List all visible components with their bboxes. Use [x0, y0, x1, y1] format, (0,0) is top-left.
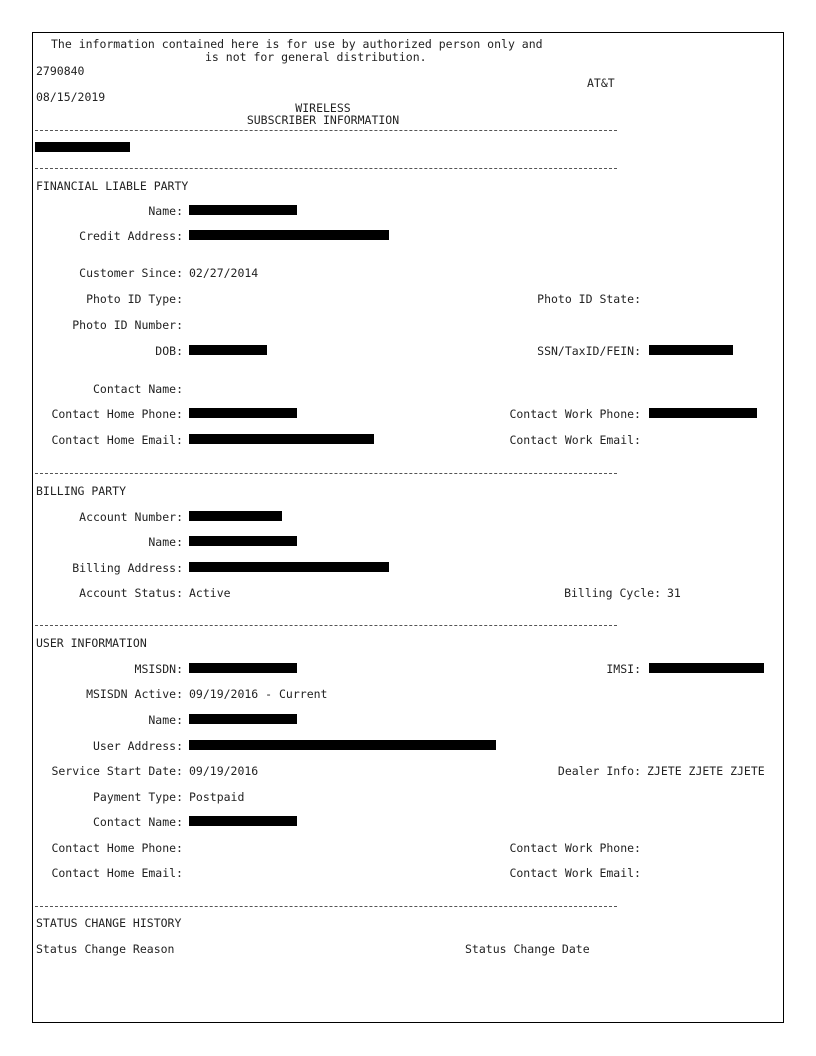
status-change-reason-header: Status Change Reason — [36, 942, 175, 956]
account-number-label: Account Number: — [79, 510, 183, 524]
service-start-label: Service Start Date: — [51, 764, 183, 778]
photo-id-state-label: Photo ID State: — [537, 292, 641, 306]
ssn-label: SSN/TaxID/FEIN: — [537, 344, 641, 358]
redacted-imsi — [649, 663, 764, 673]
doc-number: 2790840 — [36, 64, 85, 78]
section-user-title: USER INFORMATION — [36, 636, 147, 650]
financial-contact-home-phone-label: Contact Home Phone: — [51, 407, 183, 421]
user-contact-home-email-label: Contact Home Email: — [51, 866, 183, 880]
document-date: 08/15/2019 — [36, 90, 106, 104]
credit-address-label: Credit Address: — [79, 229, 183, 243]
redacted-block — [35, 142, 130, 152]
billing-cycle-label: Billing Cycle: — [564, 586, 661, 600]
photo-id-type-label: Photo ID Type: — [86, 292, 183, 306]
financial-contact-work-phone-label: Contact Work Phone: — [509, 407, 641, 421]
user-address-label: User Address: — [92, 739, 183, 753]
payment-type-value: Postpaid — [189, 790, 245, 804]
redacted-credit-address — [189, 230, 389, 240]
document-page — [32, 32, 784, 1023]
payment-type-label: Payment Type: — [92, 790, 183, 804]
title-line-2: SUBSCRIBER INFORMATION — [246, 113, 400, 127]
user-contact-work-phone-label: Contact Work Phone: — [509, 841, 641, 855]
redacted-billing-address — [189, 562, 389, 572]
billing-address-label: Billing Address: — [72, 561, 183, 575]
dealer-info-value: ZJETE ZJETE ZJETE — [647, 764, 765, 778]
redacted-user-name — [189, 714, 297, 724]
redacted-ssn — [649, 345, 733, 355]
msisdn-active-value: 09/19/2016 - Current — [189, 687, 328, 701]
user-contact-home-phone-label: Contact Home Phone: — [51, 841, 183, 855]
user-name-label: Name: — [148, 713, 183, 727]
notice-line-1: The information contained here is for use by authorized person only and — [51, 37, 543, 51]
redacted-account-number — [189, 511, 282, 521]
redacted-financial-home-phone — [189, 408, 297, 418]
financial-contact-work-email-label: Contact Work Email: — [509, 433, 641, 447]
financial-name-label: Name: — [148, 204, 183, 218]
divider — [35, 625, 617, 626]
photo-id-number-label: Photo ID Number: — [72, 318, 183, 332]
redacted-financial-name — [189, 205, 297, 215]
financial-contact-name-label: Contact Name: — [92, 382, 183, 396]
notice-line-2: is not for general distribution. — [205, 50, 427, 64]
redacted-msisdn — [189, 663, 297, 673]
msisdn-label: MSISDN: — [134, 662, 183, 676]
carrier-name: AT&T — [587, 76, 615, 90]
billing-cycle-value: 31 — [667, 586, 681, 600]
divider — [35, 168, 617, 169]
service-start-value: 09/19/2016 — [189, 764, 259, 778]
divider — [35, 473, 617, 474]
customer-since-value: 02/27/2014 — [189, 266, 259, 280]
divider — [35, 130, 617, 131]
divider — [35, 906, 617, 907]
section-status-history-title: STATUS CHANGE HISTORY — [36, 916, 182, 930]
redacted-financial-work-phone — [649, 408, 757, 418]
redacted-user-contact-name — [189, 816, 297, 826]
account-status-value: Active — [189, 586, 231, 600]
redacted-financial-home-email — [189, 434, 374, 444]
financial-contact-home-email-label: Contact Home Email: — [51, 433, 183, 447]
section-financial-title: FINANCIAL LIABLE PARTY — [36, 179, 189, 193]
customer-since-label: Customer Since: — [79, 266, 183, 280]
billing-name-label: Name: — [148, 535, 183, 549]
user-contact-name-label: Contact Name: — [92, 815, 183, 829]
title-line-1: WIRELESS — [295, 101, 351, 115]
status-change-date-header: Status Change Date — [465, 942, 590, 956]
redacted-billing-name — [189, 536, 297, 546]
account-status-label: Account Status: — [79, 586, 183, 600]
redacted-dob — [189, 345, 267, 355]
user-contact-work-email-label: Contact Work Email: — [509, 866, 641, 880]
imsi-label: IMSI: — [606, 662, 641, 676]
msisdn-active-label: MSISDN Active: — [86, 687, 183, 701]
section-billing-title: BILLING PARTY — [36, 484, 127, 498]
redacted-user-address — [189, 740, 496, 750]
dealer-info-label: Dealer Info: — [557, 764, 641, 778]
dob-label: DOB: — [155, 344, 183, 358]
